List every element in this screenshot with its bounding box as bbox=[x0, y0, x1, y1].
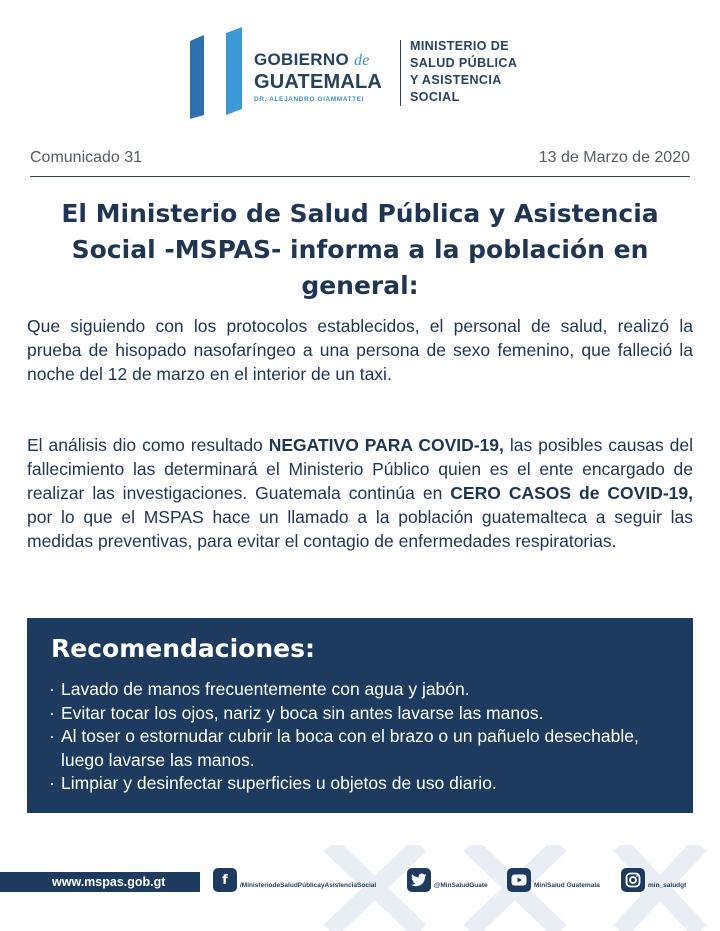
recommendations-list bbox=[49, 678, 679, 796]
guatemala-text: GUATEMALA bbox=[254, 71, 383, 93]
bullet-icon: · bbox=[49, 726, 55, 746]
recommendation-text: Limpiar y desinfectar superficies u objetos de uso diario. bbox=[61, 773, 497, 793]
facebook-link[interactable] bbox=[213, 866, 376, 894]
paragraph-2-text: las posibles causas del fallecimiento las determinará el Ministerio Público quien es el ente encargado de realizar las investigaciones. Guatemala continúa en bbox=[27, 435, 694, 503]
recommendation-text: Al toser o estornudar cubrir la boca con el brazo o un pañuelo desechable, luego lavarse las manos. bbox=[61, 726, 639, 770]
facebook-icon: f bbox=[213, 868, 237, 892]
youtube-link[interactable] bbox=[507, 866, 600, 894]
recommendation-text: Lavado de manos frecuentemente con agua y jabón. bbox=[61, 679, 470, 699]
website-link[interactable]: www.mspas.gob.gt bbox=[0, 872, 200, 892]
meta-divider bbox=[30, 176, 690, 177]
bullet-icon: · bbox=[49, 702, 55, 723]
facebook-label: /MinisteriodeSaludPúblicayAsistenciaSocial bbox=[240, 881, 377, 889]
list-item bbox=[49, 678, 679, 702]
twitter-link[interactable] bbox=[407, 866, 488, 894]
recommendation-text: Evitar tocar los ojos, nariz y boca sin antes lavarse las manos. bbox=[61, 702, 544, 723]
communique-number: Comunicado 31 bbox=[30, 149, 143, 166]
footer bbox=[0, 862, 720, 896]
paragraph-2 bbox=[27, 433, 693, 553]
twitter-label: @MinSaludGuate bbox=[434, 881, 488, 889]
paragraph-1: Que siguiendo con los protocolos establecidos, el personal de salud, realizó la prueba de hisopado nasofaríngeo a una persona de sexo femenino, que falleció la noche del 12 de marzo en el interior de un taxi. bbox=[27, 316, 693, 384]
gobierno-wordmark bbox=[254, 50, 396, 103]
twitter-icon bbox=[407, 868, 431, 892]
ministerio-line: MINISTERIO DE bbox=[410, 39, 509, 53]
zero-cases-highlight: CERO CASOS de COVID-19, bbox=[450, 483, 693, 503]
recommendations-title: Recomendaciones: bbox=[51, 634, 315, 663]
youtube-icon bbox=[507, 868, 531, 892]
bullet-icon: · bbox=[49, 679, 55, 699]
ministerio-line: SOCIAL bbox=[410, 90, 460, 104]
youtube-label: MiniSalud Guatemala bbox=[534, 881, 600, 889]
ministerio-line: Y ASISTENCIA bbox=[410, 73, 502, 87]
bullet-icon: · bbox=[49, 773, 55, 793]
negative-result-highlight: NEGATIVO PARA COVID-19, bbox=[268, 435, 504, 455]
communique-meta bbox=[30, 149, 690, 171]
gobierno-text: GOBIERNO bbox=[254, 50, 349, 69]
paragraph-2-text: El análisis dio como resultado bbox=[27, 435, 269, 455]
guatemala-logo-icon bbox=[190, 27, 246, 119]
ministerio-line: SALUD PÚBLICA bbox=[410, 56, 518, 70]
instagram-link[interactable] bbox=[621, 866, 686, 894]
paragraph-2-text: por lo que el MSPAS hace un llamado a la población guatemalteca a seguir las medidas preventivas, para evitar el contagio de enfermedades respiratorias. bbox=[27, 507, 693, 551]
header-divider bbox=[400, 40, 401, 106]
instagram-icon bbox=[621, 868, 645, 892]
list-item bbox=[49, 725, 679, 772]
recommendations-box bbox=[27, 618, 693, 813]
list-item bbox=[49, 702, 679, 726]
page-title: El Ministerio de Salud Pública y Asistencia Social -MSPAS- informa a la población en general: bbox=[61, 199, 659, 300]
communique-date: 13 de Marzo de 2020 bbox=[538, 149, 690, 166]
president-name: DR. ALEJANDRO GIAMMATTEI bbox=[254, 96, 365, 103]
header bbox=[0, 22, 720, 122]
list-item bbox=[49, 772, 679, 796]
instagram-label: min_saludgt bbox=[648, 881, 687, 889]
gobierno-de-text: de bbox=[354, 52, 370, 69]
ministerio-wordmark bbox=[410, 38, 517, 106]
